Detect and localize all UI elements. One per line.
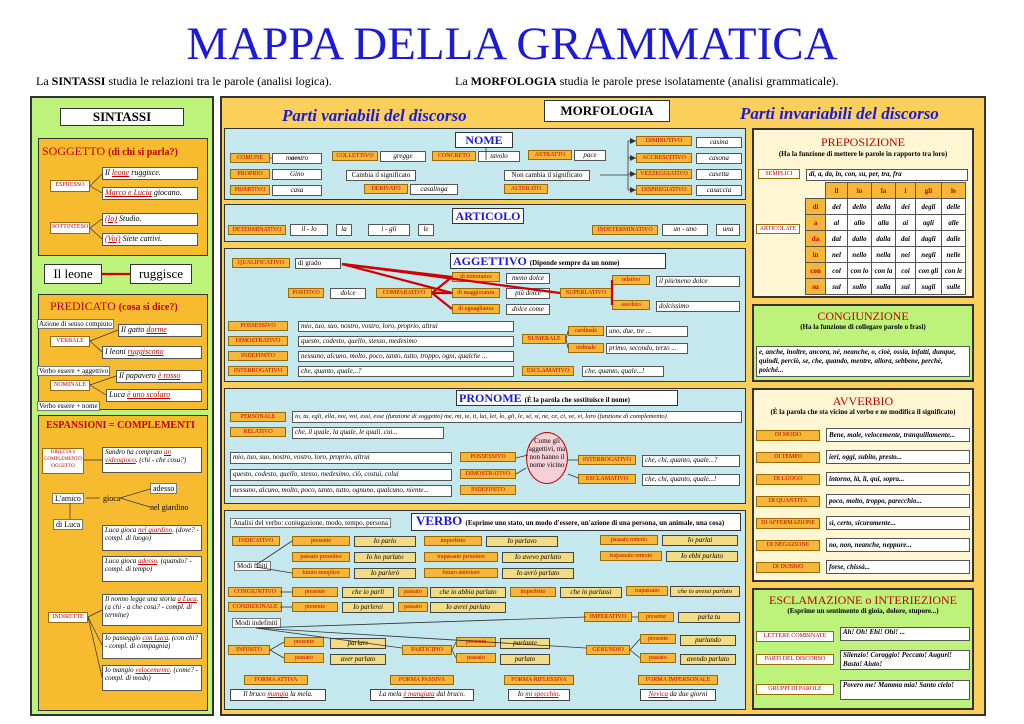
- di-luca-label: di Luca: [53, 519, 83, 530]
- avverbio-type-label: DI TEMPO: [756, 452, 820, 463]
- esclamazione-words: Ah! Oh! Ehi! Ohi! ...: [840, 627, 970, 641]
- soggetto-title: SOGGETTO (di chi si parla?): [42, 144, 178, 158]
- semplici-words: di, a, da, in, con, su, per, tra, fra: [806, 169, 968, 181]
- verbo-essere-nome-label: Verbo essere + nome: [39, 402, 98, 410]
- concreto-label: CONCRETO: [432, 151, 476, 161]
- avverbio-words: intorno, là, lì, qui, sopra...: [826, 472, 970, 486]
- proprio-label: PROPRIO: [230, 169, 270, 179]
- soggetto-example-4: (Voi) Siete cattivi.: [102, 233, 198, 246]
- io-avevo-parlato-word: Io avevo parlato: [502, 552, 574, 563]
- diretta-label: DIRETTA o COMPLEMENTO OGGETTO: [42, 448, 84, 474]
- interrogativo-label: INTERROGATIVO: [228, 366, 288, 376]
- superlativo-label: SUPERLATIVO: [560, 288, 612, 298]
- morfologia-intro: La MORFOLOGIA studia le parole prese isolatamente (analisi grammaticale).: [455, 74, 839, 88]
- casalinga-word: casalinga: [410, 184, 458, 195]
- modi-finiti-label: Modi finiti: [234, 561, 271, 571]
- ger-passato-label: passato: [640, 653, 676, 663]
- io-avrei-parlato-word: Io avrei parlato: [430, 602, 506, 613]
- part-passato-label: passato: [456, 653, 496, 663]
- pronome-dimostrativo-words: questo, codesto, quello, stesso, medesimo, ciò, costui, colui: [230, 469, 452, 481]
- sintassi-intro: La SINTASSI studia le relazioni tra le parole (analisi logica).: [36, 74, 332, 88]
- io-parlai-word: Io parlai: [662, 535, 738, 546]
- io-parlerei-word: Io parlerei: [342, 602, 394, 613]
- forma-impersonale-example: Nevica da due giorni: [640, 689, 716, 701]
- di-grado-label: di grado: [295, 258, 341, 269]
- pronome-esclamativo-words: che, chi, quanto, quale...!: [642, 474, 740, 486]
- esclamazione-words: Silenzio! Coraggio! Peccato! Auguri! Basta! Aiuto!: [840, 650, 970, 670]
- avverbio-title: AVVERBIO: [832, 394, 894, 408]
- invariabili-heading: Parti invariabili del discorso: [740, 104, 939, 123]
- interrogativo-words: che, quanto, quale...?: [298, 366, 514, 377]
- espresso-label: ESPRESSO: [50, 180, 90, 192]
- prep-col-i: i: [896, 183, 916, 199]
- non-cambia-label: Non cambia il significato: [504, 170, 590, 181]
- forma-attiva-example: Il bruco mangia la mela.: [230, 689, 326, 701]
- prep-col-lo: lo: [848, 183, 872, 199]
- ind-futuro-semplice-label: futuro semplice: [292, 568, 350, 578]
- gregge-word: gregge: [380, 151, 426, 162]
- semplici-label: SEMPLICI: [758, 169, 800, 179]
- avverbio-type-label: DI AFFERMAZIONE: [756, 518, 820, 529]
- prep-col-gli: gli: [916, 183, 942, 199]
- inf-presente-label: presente: [284, 637, 324, 647]
- derivato-label: DERIVATO: [364, 184, 408, 194]
- accrescitivo-label: ACCRESCITIVO: [636, 153, 692, 163]
- casaccia-word: casaccia: [696, 185, 742, 196]
- minoranza-label: di minoranza: [452, 272, 500, 282]
- forma-riflessiva-label: FORMA RIFLESSIVA: [504, 675, 574, 685]
- pronome-indefinito-words: nessuno, alcuno, molto, poco, tanto, tutto, ognuno, qualcuno, niente...: [230, 485, 452, 497]
- una-word: una: [716, 224, 740, 236]
- nel-giardino-label: nel giardino: [150, 503, 189, 512]
- numerale-label: NUMERALE: [522, 334, 566, 344]
- il-lo-word: il - lo: [290, 224, 328, 236]
- indefinito-label: INDEFINITO: [228, 351, 288, 361]
- piu-dolce-word: più dolce: [506, 288, 550, 299]
- avverbio-words: sì, certo, sicuramente...: [826, 516, 970, 530]
- pronome-title: PRONOME (È la parola che sostituisce il nome): [456, 390, 678, 406]
- articolo-title: ARTICOLO: [452, 208, 524, 224]
- pronome-possessivo-label: POSSESSIVO: [460, 452, 516, 462]
- prep-row-con: con col con lo con la coi con gli con le: [806, 263, 966, 279]
- ordinale-label: ordinale: [568, 343, 604, 353]
- avverbio-sub: (È la parola che sta vicino al verbo e ne modifica il significato): [770, 408, 956, 416]
- dolce-come-word: dolce come: [506, 304, 550, 315]
- sottinteso-label: SOTTINTESO: [50, 222, 90, 234]
- tavolo-word: tavolo: [478, 151, 520, 162]
- vezzeggiativo-label: VEZZEGGIATIVO: [636, 169, 692, 179]
- cond-passato-label: passato: [398, 602, 428, 612]
- maggioranza-label: di maggioranza: [452, 288, 500, 298]
- avendo-parlato-word: avendo parlato: [680, 654, 736, 665]
- comune-label: COMUNE: [230, 153, 270, 163]
- prep-col-la: la: [872, 183, 896, 199]
- indefinito-words: nessuno, alcuno, molto, poco, tanto, tutto, troppo, ogni, qualche ...: [298, 351, 514, 362]
- espansione-example-5: Io passeggio con Luca. (con chi? - compl. di compagnia): [102, 633, 202, 659]
- casetta-word: casetta: [696, 169, 742, 180]
- avverbio-type-label: DI QUANTITÀ: [756, 496, 820, 507]
- primitivo-label: PRIMITIVO: [230, 185, 270, 195]
- io-avro-parlato-word: Io avrò parlato: [502, 568, 574, 579]
- avverbio-words: Bene, male, velocemente, tranquillamente...: [826, 428, 970, 442]
- preposizione-sub: (Ha la funzione di mettere le parole in rapporto tra loro): [778, 150, 948, 158]
- che-io-avessi-parlato-word: che io avessi parlato: [670, 586, 740, 597]
- determinativo-label: DETERMINATIVO: [228, 225, 286, 235]
- io-parlo-word: Io parlo: [354, 536, 416, 547]
- prep-row-a: a al allo alla ai agli alle: [806, 215, 966, 231]
- espansione-example-2: Luca gioca nel giardino. (dove? - compl. di luogo): [102, 525, 202, 551]
- un-uno-word: un - uno: [662, 224, 708, 236]
- ind-trapassato-prossimo-label: trapassato prossimo: [424, 552, 498, 562]
- dispregiativo-label: DISPREGIATIVO: [636, 185, 692, 195]
- preposizione-table-wrap: [805, 182, 966, 295]
- verbale-label: VERBALE: [50, 336, 90, 347]
- cardinale-label: cardinale: [568, 326, 604, 336]
- casina-word: casina: [696, 137, 742, 148]
- prep-row-da: da dal dallo dalla dai dagli dalle: [806, 231, 966, 247]
- cong-trapassato-label: trapassato: [626, 586, 668, 596]
- condizionale-label: CONDIZIONALE: [228, 602, 282, 612]
- esclamativo-label: ESCLAMATIVO: [522, 366, 574, 376]
- avverbio-type-label: DI LUOGO: [756, 474, 820, 485]
- i-gli-word: i - gli: [368, 224, 410, 236]
- uguaglianza-label: di uguaglianza: [452, 304, 500, 314]
- avverbio-type-label: DI MODO: [756, 430, 820, 441]
- predicato-title: PREDICATO (cosa si dice?): [50, 299, 178, 313]
- espansione-example-1: Sandro ha comprato un videogioco. (chi - che cosa?): [102, 447, 202, 473]
- parlato-word: parlato: [500, 654, 550, 665]
- cong-presente-label: presente: [292, 587, 338, 597]
- possessivo-words: mio, tuo, suo, nostro, vostro, loro, proprio, altrui: [298, 321, 514, 332]
- participio-label: PARTICIPIO: [402, 645, 452, 655]
- dolcissimo-word: dolcissimo: [656, 301, 740, 312]
- il-leone-box: Il leone: [44, 264, 102, 284]
- predicato-example-2: I leoni ruggiscono: [102, 346, 202, 359]
- indirette-label: INDIRETTE: [48, 612, 88, 623]
- prep-col-il: il: [826, 183, 848, 199]
- relativo-words: che, il quale, la quale, le quali, cui...: [292, 427, 444, 439]
- predicato-example-3: Il papavero è rosso: [116, 370, 202, 383]
- avverbio-type-label: DI DUBBIO: [756, 562, 820, 573]
- parlando-word: parlando: [680, 635, 736, 646]
- articolate-label: ARTICOLATE: [756, 224, 800, 234]
- avverbio-words: no, non, neanche, neppure...: [826, 538, 970, 552]
- azione-label: Azione di senso compiuto: [39, 320, 112, 328]
- nome-title: NOME: [455, 132, 513, 148]
- amico-label: L'amico: [52, 493, 84, 504]
- meno-dolce-word: meno dolce: [506, 273, 550, 284]
- prep-col-le: le: [942, 183, 966, 199]
- piu-meno-dolce-word: il più/meno dolce: [656, 276, 740, 287]
- prep-row-su: su sul sullo sulla sui sugli sulle: [806, 279, 966, 295]
- part-presente-label: presente: [456, 637, 496, 647]
- esclamativo-words: che, quanto, quale...!: [582, 366, 664, 377]
- forma-riflessiva-example: Io mi specchio.: [508, 689, 570, 701]
- astratto-label: ASTRATTO: [528, 150, 572, 160]
- verbo-essere-aggettivo-label: Verbo essere + aggettivo: [39, 367, 109, 375]
- esclamazione-words: Povero me! Mamma mia! Santo cielo!: [840, 680, 970, 700]
- ruggisce-box: ruggisce: [130, 264, 192, 284]
- adesso-label: adesso: [150, 483, 177, 494]
- maestro-word: maestro: [272, 153, 322, 164]
- infinito-label: INFINITO: [228, 645, 270, 655]
- predicato-example-4: Luca è uno scolaro: [106, 389, 202, 402]
- io-parlero-word: Io parlerò: [354, 568, 416, 579]
- esclamazione-sub: (Esprime un sentimento di gioia, dolore, stupore...): [787, 607, 939, 615]
- nominale-label: NOMINALE: [50, 380, 90, 391]
- ordinale-words: primo, secondo, terzo ...: [606, 343, 688, 354]
- cong-imperfetto-label: imperfetto: [510, 587, 556, 597]
- che-io-parlassi-word: che io parlassi: [560, 587, 622, 598]
- casa-word: casa: [272, 185, 322, 196]
- pronome-interrogativo-label: INTERROGATIVO: [578, 455, 636, 465]
- aver-parlato-word: aver parlato: [330, 654, 386, 665]
- esclamazione-type-label: PARTI DEL DISCORSO: [756, 654, 834, 665]
- prep-row-in: in nel nello nella nei negli nelle: [806, 247, 966, 263]
- avverbio-type-label: DI NEGAZIONE: [756, 540, 820, 551]
- alterato-label: ALTERATO: [504, 184, 548, 194]
- positivo-label: POSITIVO: [288, 288, 324, 298]
- verbo-title: VERBO (Esprime uno stato, un modo d'essere, un'azione di una persona, un animale, una cosa): [411, 513, 741, 531]
- variabili-heading: Parti variabili del discorso: [282, 106, 467, 125]
- soggetto-example-2: Marco e Lucia giocano.: [102, 187, 198, 200]
- congiunzione-sub: (Ha la funzione di collegare parole o frasi): [800, 323, 926, 331]
- predicato-example-1: Il gatto dorme: [118, 324, 202, 337]
- parlante-word: parlante: [500, 638, 550, 649]
- parlare-word: parlare: [330, 638, 386, 649]
- preposizione-title: PREPOSIZIONE: [820, 135, 905, 149]
- pronome-possessivo-words: mio, tuo, suo, nostro, vostro, loro, proprio, altrui: [230, 452, 452, 464]
- ind-trapassato-remoto-label: trapassato remoto: [600, 551, 662, 561]
- esclamazione-type-label: GRUPPI DI PAROLE: [756, 684, 834, 695]
- gerundio-label: GERUNDIO: [586, 645, 630, 655]
- avverbio-words: forse, chissà...: [826, 560, 970, 574]
- pronome-indefinito-label: INDEFINITO: [460, 485, 516, 495]
- forma-passiva-label: FORMA PASSIVA: [390, 675, 454, 685]
- io-parlavo-word: Io parlavo: [486, 536, 558, 547]
- indeterminativo-label: INDETERMINATIVO: [592, 225, 658, 235]
- personale-label: PERSONALE: [230, 412, 286, 422]
- indicativo-label: INDICATIVO: [232, 536, 280, 546]
- pace-word: pace: [574, 150, 606, 161]
- congiunzione-words: e, anche, inoltre, ancora, né, neanche, o, cioè, ossia, infatti, dunque, quindi, perciò, se, che, quando, mentre, allora, sebbene, perché, poiché...: [756, 346, 970, 377]
- espansione-example-6: Io mangio velocemente. (come? - compl. di modo): [102, 665, 202, 691]
- congiuntivo-label: CONGIUNTIVO: [228, 587, 282, 597]
- ind-futuro-anteriore-label: futuro anteriore: [424, 568, 498, 578]
- avverbio-words: ieri, oggi, subito, presto...: [826, 450, 970, 464]
- gioca-label: gioca: [103, 494, 121, 503]
- io-ho-parlato-word: Io ho parlato: [354, 552, 416, 563]
- dolce-word: dolce: [330, 288, 366, 299]
- pronome-dimostrativo-label: DIMOSTRATIVO: [460, 469, 516, 479]
- cambia-label: Cambia il significato: [346, 170, 416, 181]
- possessivo-label: POSSESSIVO: [228, 321, 288, 331]
- parla-tu-word: parla tu: [678, 612, 740, 623]
- espansione-example-4: Il nonno legge una storia a Luca. (a chi - a che cosa? - compl. di termine): [102, 594, 202, 626]
- io-ebbi-parlato-word: Io ebbi parlato: [666, 551, 738, 562]
- che-io-parli-word: che io parli: [342, 587, 394, 598]
- soggetto-example-1: Il leone ruggisce.: [102, 167, 198, 180]
- pronome-interrogativo-words: che, chi, quanto, quale...?: [642, 455, 740, 467]
- comparativo-label: COMPARATIVO: [376, 288, 432, 298]
- pronome-relativo-label: RELATIVO: [230, 427, 286, 437]
- sintassi-header: SINTASSI: [60, 108, 184, 126]
- ind-imperfetto-label: imperfetto: [424, 536, 482, 546]
- qualificativo-label: QUALIFICATIVO: [232, 258, 290, 268]
- collettivo-label: COLLETTIVO: [332, 151, 378, 161]
- le-word: le: [418, 224, 434, 236]
- imp-presente-label: presente: [638, 612, 674, 622]
- morfologia-header: MORFOLOGIA: [544, 100, 670, 122]
- prep-row-di: di del dello della dei degli delle: [806, 199, 966, 215]
- espansioni-title: ESPANSIONI = COMPLEMENTI: [46, 420, 195, 431]
- gino-word: Gino: [272, 169, 322, 180]
- forma-impersonale-label: FORMA IMPERSONALE: [638, 675, 718, 685]
- cardinale-words: uno, due, tre ...: [606, 326, 688, 337]
- pronome-esclamativo-label: ESCLAMATIVO: [578, 474, 636, 484]
- forma-attiva-label: FORMA ATTIVA: [244, 675, 308, 685]
- relativo-label: relativo: [612, 275, 650, 285]
- page-title: MAPPA DELLA GRAMMATICA: [186, 18, 838, 70]
- assoluto-label: assoluto: [612, 300, 650, 310]
- personale-words: io, tu, egli, ella, noi, voi, essi, esse (funzione di soggetto) me, mi, te, ti, lui, lei, lo, gli, le, sé, si, ne, ce, ci, ve, vi, loro (funzione di complemento): [292, 411, 742, 423]
- avverbio-words: poco, molto, troppo, parecchio...: [826, 494, 970, 508]
- cong-passato-label: passato: [398, 587, 428, 597]
- aggettivo-title: AGGETTIVO (Dipende sempre da un nome): [450, 253, 666, 269]
- espansione-example-3: Luca gioca adesso. (quando? - compl. di tempo): [102, 556, 202, 582]
- ind-passato-remoto-label: passato remoto: [600, 535, 658, 545]
- la-word: la: [336, 224, 352, 236]
- casona-word: casona: [696, 153, 742, 164]
- inf-passato-label: passato: [284, 653, 324, 663]
- esclamazione-type-label: LETTERE COMBINATE: [756, 631, 834, 642]
- imperativo-label: IMPERATIVO: [584, 612, 632, 622]
- soggetto-example-3: (Io) Studio.: [102, 213, 198, 226]
- pronome-bubble: Come gli aggettivi, ma non hanno il nome vicino: [526, 432, 568, 484]
- forma-passiva-example: La mela è mangiata dal bruco.: [370, 689, 474, 701]
- dimostrativo-words: questo, codesto, quello, stesso, medesimo: [298, 336, 514, 347]
- diminutivo-label: DIMINUTIVO: [636, 136, 692, 146]
- ind-presente-label: presente: [292, 536, 350, 546]
- congiunzione-title: CONGIUNZIONE: [817, 309, 909, 323]
- preposizione-table: [805, 182, 966, 295]
- ind-passato-prossimo-label: passato prossimo: [292, 552, 350, 562]
- che-io-abbia-parlato-word: che io abbia parlato: [430, 587, 506, 598]
- dimostrativo-label: DIMOSTRATIVO: [228, 336, 288, 346]
- modi-indefiniti-label: Modi indefiniti: [232, 618, 281, 628]
- analisi-verbo-label: Analisi del verbo: coniugazione, modo, tempo, persona: [230, 518, 391, 528]
- esclamazione-title: ESCLAMAZIONE o INTERIEZIONE: [769, 593, 957, 607]
- ger-presente-label: presente: [640, 634, 676, 644]
- cond-presente-label: presente: [292, 602, 338, 612]
